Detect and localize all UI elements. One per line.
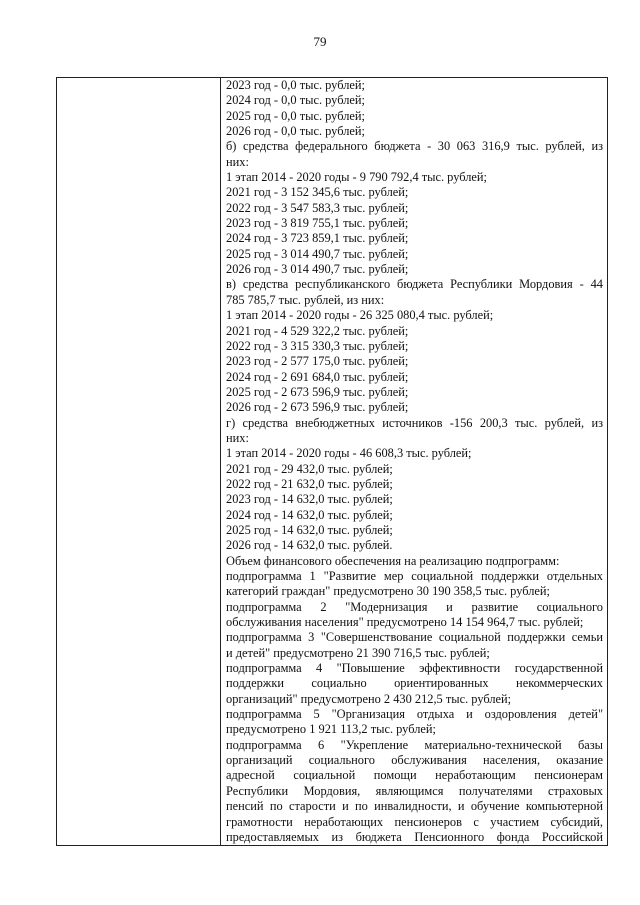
text-line: них: <box>226 154 249 169</box>
text-line: поддержки социально ориентированных некоммерческих <box>226 676 603 691</box>
text-line: 2025 год - 2 673 596,9 тыс. рублей; <box>226 384 409 399</box>
table-row <box>57 78 608 846</box>
text-line: 2026 год - 3 014 490,7 тыс. рублей; <box>226 262 409 277</box>
text-line: подпрограмма 1 "Развитие мер социальной поддержки отдельных <box>226 569 603 583</box>
text-line: 2026 год - 14 632,0 тыс. рублей. <box>226 538 393 553</box>
text-line: 2024 год - 3 723 859,1 тыс. рублей; <box>226 231 409 246</box>
label-cell <box>57 78 221 846</box>
text-line: 2023 год - 2 577 175,0 тыс. рублей; <box>226 354 409 369</box>
passport-table <box>56 77 608 846</box>
text-line: 2024 год - 0,0 тыс. рублей; <box>226 93 365 108</box>
page-number: 79 <box>313 34 327 49</box>
text-line: подпрограмма 2 "Модернизация и развитие социального <box>226 599 603 614</box>
text-line: 2022 год - 3 315 330,3 тыс. рублей; <box>226 338 409 353</box>
text-line: 1 этап 2014 - 2020 годы - 46 608,3 тыс. рублей; <box>226 446 472 461</box>
text-line: них: <box>226 430 249 445</box>
text-line: категорий граждан" предусмотрено 30 190 358,5 тыс. рублей; <box>226 584 550 599</box>
text-line: адресной социальной помощи неработающим пенсионерам <box>226 768 603 783</box>
text-line: 2022 год - 3 547 583,3 тыс. рублей; <box>226 200 409 215</box>
text-line: 2021 год - 3 152 345,6 тыс. рублей; <box>226 185 409 200</box>
text-line: 1 этап 2014 - 2020 годы - 9 790 792,4 тыс. рублей; <box>226 170 487 185</box>
text-line: организаций" предусмотрено 2 430 212,5 тыс. рублей; <box>226 691 512 706</box>
text-line: Объем финансового обеспечения на реализацию подпрограмм: <box>226 553 560 568</box>
text-line: 2023 год - 3 819 755,1 тыс. рублей; <box>226 216 409 231</box>
text-line: 2026 год - 0,0 тыс. рублей; <box>226 124 365 139</box>
text-line: 785 785,7 тыс. рублей, из них: <box>226 292 385 307</box>
text-line: 2023 год - 0,0 тыс. рублей; <box>226 78 365 92</box>
text-line: грамотности неработающих пенсионеров с участием субсидий, <box>226 814 603 829</box>
text-line: 2024 год - 14 632,0 тыс. рублей; <box>226 507 393 522</box>
text-line: и детей" предусмотрено 21 390 716,5 тыс. рублей; <box>226 645 490 660</box>
text-line: пенсий по старости и по инвалидности, и обучение компьютерной <box>226 799 603 814</box>
text-line: 2025 год - 0,0 тыс. рублей; <box>226 108 365 123</box>
text-line: 2022 год - 21 632,0 тыс. рублей; <box>226 476 393 491</box>
text-line: подпрограмма 3 "Совершенствование социальной поддержки семьи <box>226 630 603 645</box>
text-line: подпрограмма 4 "Повышение эффективности государственной <box>226 661 603 676</box>
text-line: обслуживания населения" предусмотрено 14 154 964,7 тыс. рублей; <box>226 615 584 630</box>
text-line: 2021 год - 29 432,0 тыс. рублей; <box>226 461 393 476</box>
text-line: Республики Мордовия, являющимся получателями страховых <box>226 783 603 798</box>
text-line: 2026 год - 2 673 596,9 тыс. рублей; <box>226 400 409 415</box>
text-line: подпрограмма 6 "Укрепление материально-технической базы <box>226 737 603 752</box>
text-line: 2024 год - 2 691 684,0 тыс. рублей; <box>226 369 409 384</box>
text-line: подпрограмма 5 "Организация отдыха и оздоровления детей" <box>226 707 603 722</box>
text-line: 1 этап 2014 - 2020 годы - 26 325 080,4 тыс. рублей; <box>226 308 494 323</box>
text-line: 2025 год - 14 632,0 тыс. рублей; <box>226 522 393 537</box>
text-line: г) средства внебюджетных источников -156 200,3 тыс. рублей, из <box>226 415 603 430</box>
text-line: 2025 год - 3 014 490,7 тыс. рублей; <box>226 246 409 261</box>
text-line: в) средства республиканского бюджета Республики Мордовия - 44 <box>226 277 603 292</box>
text-line: организаций социального обслуживания населения, оказание <box>226 753 603 768</box>
text-line: предусмотрено 1 921 113,2 тыс. рублей; <box>226 722 436 737</box>
text-line: предоставляемых из бюджета Пенсионного фонда Российской <box>226 829 603 844</box>
text-line: 2023 год - 14 632,0 тыс. рублей; <box>226 492 393 507</box>
financing-text <box>226 78 603 845</box>
text-line: 2021 год - 4 529 322,2 тыс. рублей; <box>226 323 409 338</box>
content-cell <box>221 78 608 846</box>
text-line: б) средства федерального бюджета - 30 063 316,9 тыс. рублей, из <box>226 139 603 154</box>
